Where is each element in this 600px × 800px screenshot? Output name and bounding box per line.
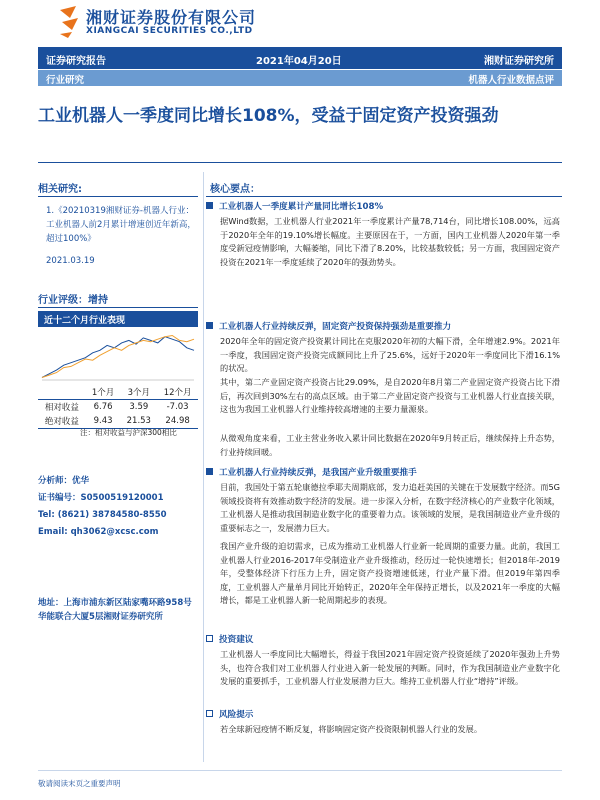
table-row — [38, 400, 198, 415]
paragraph: 若全球新冠疫情不断反复，将影响固定资产投资限制机器人行业的发展。 — [220, 724, 483, 734]
section-heading: 工业机器人行业持续反弹，是我国产业升级重要推手 — [206, 466, 417, 478]
bullet-square-icon — [206, 202, 213, 209]
chart-title-bar — [38, 311, 198, 327]
table-header-row — [38, 385, 198, 400]
chart-series-line-0 — [42, 337, 194, 378]
company-name-cn: 湘财证券股份有限公司 — [86, 8, 257, 27]
column-divider — [203, 172, 204, 762]
report-title: 工业机器人一季度同比增长108%，受益于固定资产投资强劲 — [38, 106, 499, 126]
performance-table — [38, 385, 198, 429]
analyst-name: 分析师：优华 — [38, 476, 90, 486]
report-category: 行业研究 — [46, 75, 85, 86]
performance-note: 注：相对收益与沪深300相比 — [80, 428, 177, 437]
section-heading: 风险提示 — [206, 708, 253, 720]
paragraph: 我国产业升级的迫切需求，已成为推动工业机器人行业新一轮周期的重要力量。此前，我国工业机器人行业2016-2017年受制造业产业升级推动，经历过一轮快速增长；但2018年-2019年，受整体经济下行压力上升，固定资产投资增速低迷，行业产量下滑。但2019年第四季度，工业机器人产量单月同比开始转正，2020年全年保持正增长，以及2021年一季度的大幅增长，都是工业机器人新一轮周期起步的表现。 — [220, 541, 560, 605]
title-divider — [38, 162, 562, 163]
sidebar-divider — [38, 307, 198, 308]
chart-series-line-1 — [42, 336, 194, 378]
section-heading: 工业机器人一季度累计产量同比增长108% — [206, 200, 383, 212]
row-label: 绝对收益 — [44, 417, 79, 427]
analyst-email[interactable]: Email: qh3062@xcsc.com — [38, 527, 159, 537]
company-logo-icon — [58, 6, 80, 38]
row-label: 相对收益 — [44, 403, 79, 413]
bullet-square-icon — [206, 710, 213, 717]
header-bar — [38, 47, 562, 69]
analyst-tel: Tel: (8621) 38784580-8550 — [38, 510, 167, 520]
footer-divider — [38, 770, 562, 771]
paragraph: 从微观角度来看，工业主营业务收入累计同比数据在2020年9月转正后，继续保持上升态势，行业持续回暖。 — [220, 433, 560, 457]
paragraph: 据Wind数据，工业机器人行业2021年一季度累计产量78,714台，同比增长108.00%，远高于2020年全年的19.10%增长幅度。主要原因在于，一方面，国内工业机器人2020年第一季度受新冠疫情影响，大幅萎缩，同比下滑了8.20%，比较基数较低；另一方面，我国固定资产投资在2021年一季度延续了2020年的强劲势头。 — [220, 216, 560, 267]
table-cell: 24.98 — [165, 416, 190, 426]
chart-title: 近十二个月行业表现 — [44, 316, 126, 326]
paragraph: 目前，我国处于第五轮康德拉季耶夫周期底部，发力追赶美国的关键在于发展数字经济。而5G领域投资将有效推动数字经济的发展。进一步深入分析，在数字经济核心的产业数字化领域，工业机器人是推动我国制造业数字化的重要着力点。该领域的发展，是我国制造业产业升级的重要标志之一，发展潜力巨大。 — [220, 482, 560, 533]
bullet-square-icon — [206, 322, 213, 329]
institute-address: 地址：上海市浦东新区陆家嘴环路958号华能联合大厦5层湘财证券研究所 — [38, 598, 192, 622]
bullet-square-icon — [206, 468, 213, 475]
related-research-item[interactable]: 1.《20210319湘财证券-机器人行业：工业机器人前2月累计增速创近年新高，超过100%》 — [46, 206, 196, 244]
section-heading: 工业机器人行业持续反弹，固定资产投资保持强劲是重要推力 — [206, 320, 451, 332]
footer-disclaimer[interactable]: 敬请阅读末页之重要声明 — [38, 779, 121, 788]
table-cell: 3.59 — [129, 402, 149, 412]
bullet-square-icon — [206, 635, 213, 642]
core-points-title: 核心要点： — [210, 184, 260, 195]
related-research-title: 相关研究: — [38, 184, 82, 195]
report-type: 证券研究报告 — [46, 56, 106, 67]
report-date: 2021年04月20日 — [256, 56, 342, 67]
company-name-en: XIANGCAI SECURITIES CO.,LTD — [86, 26, 253, 36]
main-divider — [206, 196, 562, 197]
table-header-cell — [38, 385, 86, 400]
paragraph: 2020年全年的固定资产投资累计同比在克服2020年初的大幅下滑，全年增速2.9%。2021年一季度，我国固定资产投资完成额同比上升了25.6%，远好于2020年一季度同比下滑16.1%的状况。 — [220, 336, 560, 373]
table-cell: 6.76 — [93, 402, 113, 412]
table-header-cell: 1个月 — [91, 388, 115, 398]
table-header-cell: 3个月 — [127, 388, 151, 398]
related-research-date: 2021.03.19 — [46, 256, 95, 266]
sub-header-bar — [38, 70, 562, 86]
table-header-cell: 12个月 — [163, 388, 192, 398]
institute-name: 湘财证券研究所 — [484, 56, 554, 67]
analyst-certificate: 证书编号：S0500519120001 — [38, 493, 164, 503]
industry-performance-chart — [38, 329, 198, 384]
paragraph: 其中，第二产业固定资产投资占比29.09%，是自2020年8月第二产业固定资产投资占比下滑后，再次回到30%左右的高点区域。由于第二产业固定资产投资与工业机器人行业直接关联，这也为我国工业机器人行业维持较高增速的主要力量源泉。 — [220, 377, 560, 414]
table-cell: 21.53 — [126, 416, 151, 426]
table-cell: 9.43 — [93, 416, 113, 426]
industry-rating: 行业评级：增持 — [38, 295, 108, 306]
section-heading: 投资建议 — [206, 633, 253, 645]
table-cell: -7.03 — [166, 402, 189, 412]
sidebar-divider — [38, 196, 198, 197]
paragraph: 工业机器人一季度同比大幅增长，得益于我国2021年固定资产投资延续了2020年强劲上升势头，也符合我们对工业机器人行业进入新一轮发展的判断。同时，作为我国制造业产业数字化发展的重要抓手，工业机器人行业发展潜力巨大。维持工业机器人行业“增持”评级。 — [220, 649, 560, 686]
report-subcategory: 机器人行业数据点评 — [468, 75, 554, 86]
